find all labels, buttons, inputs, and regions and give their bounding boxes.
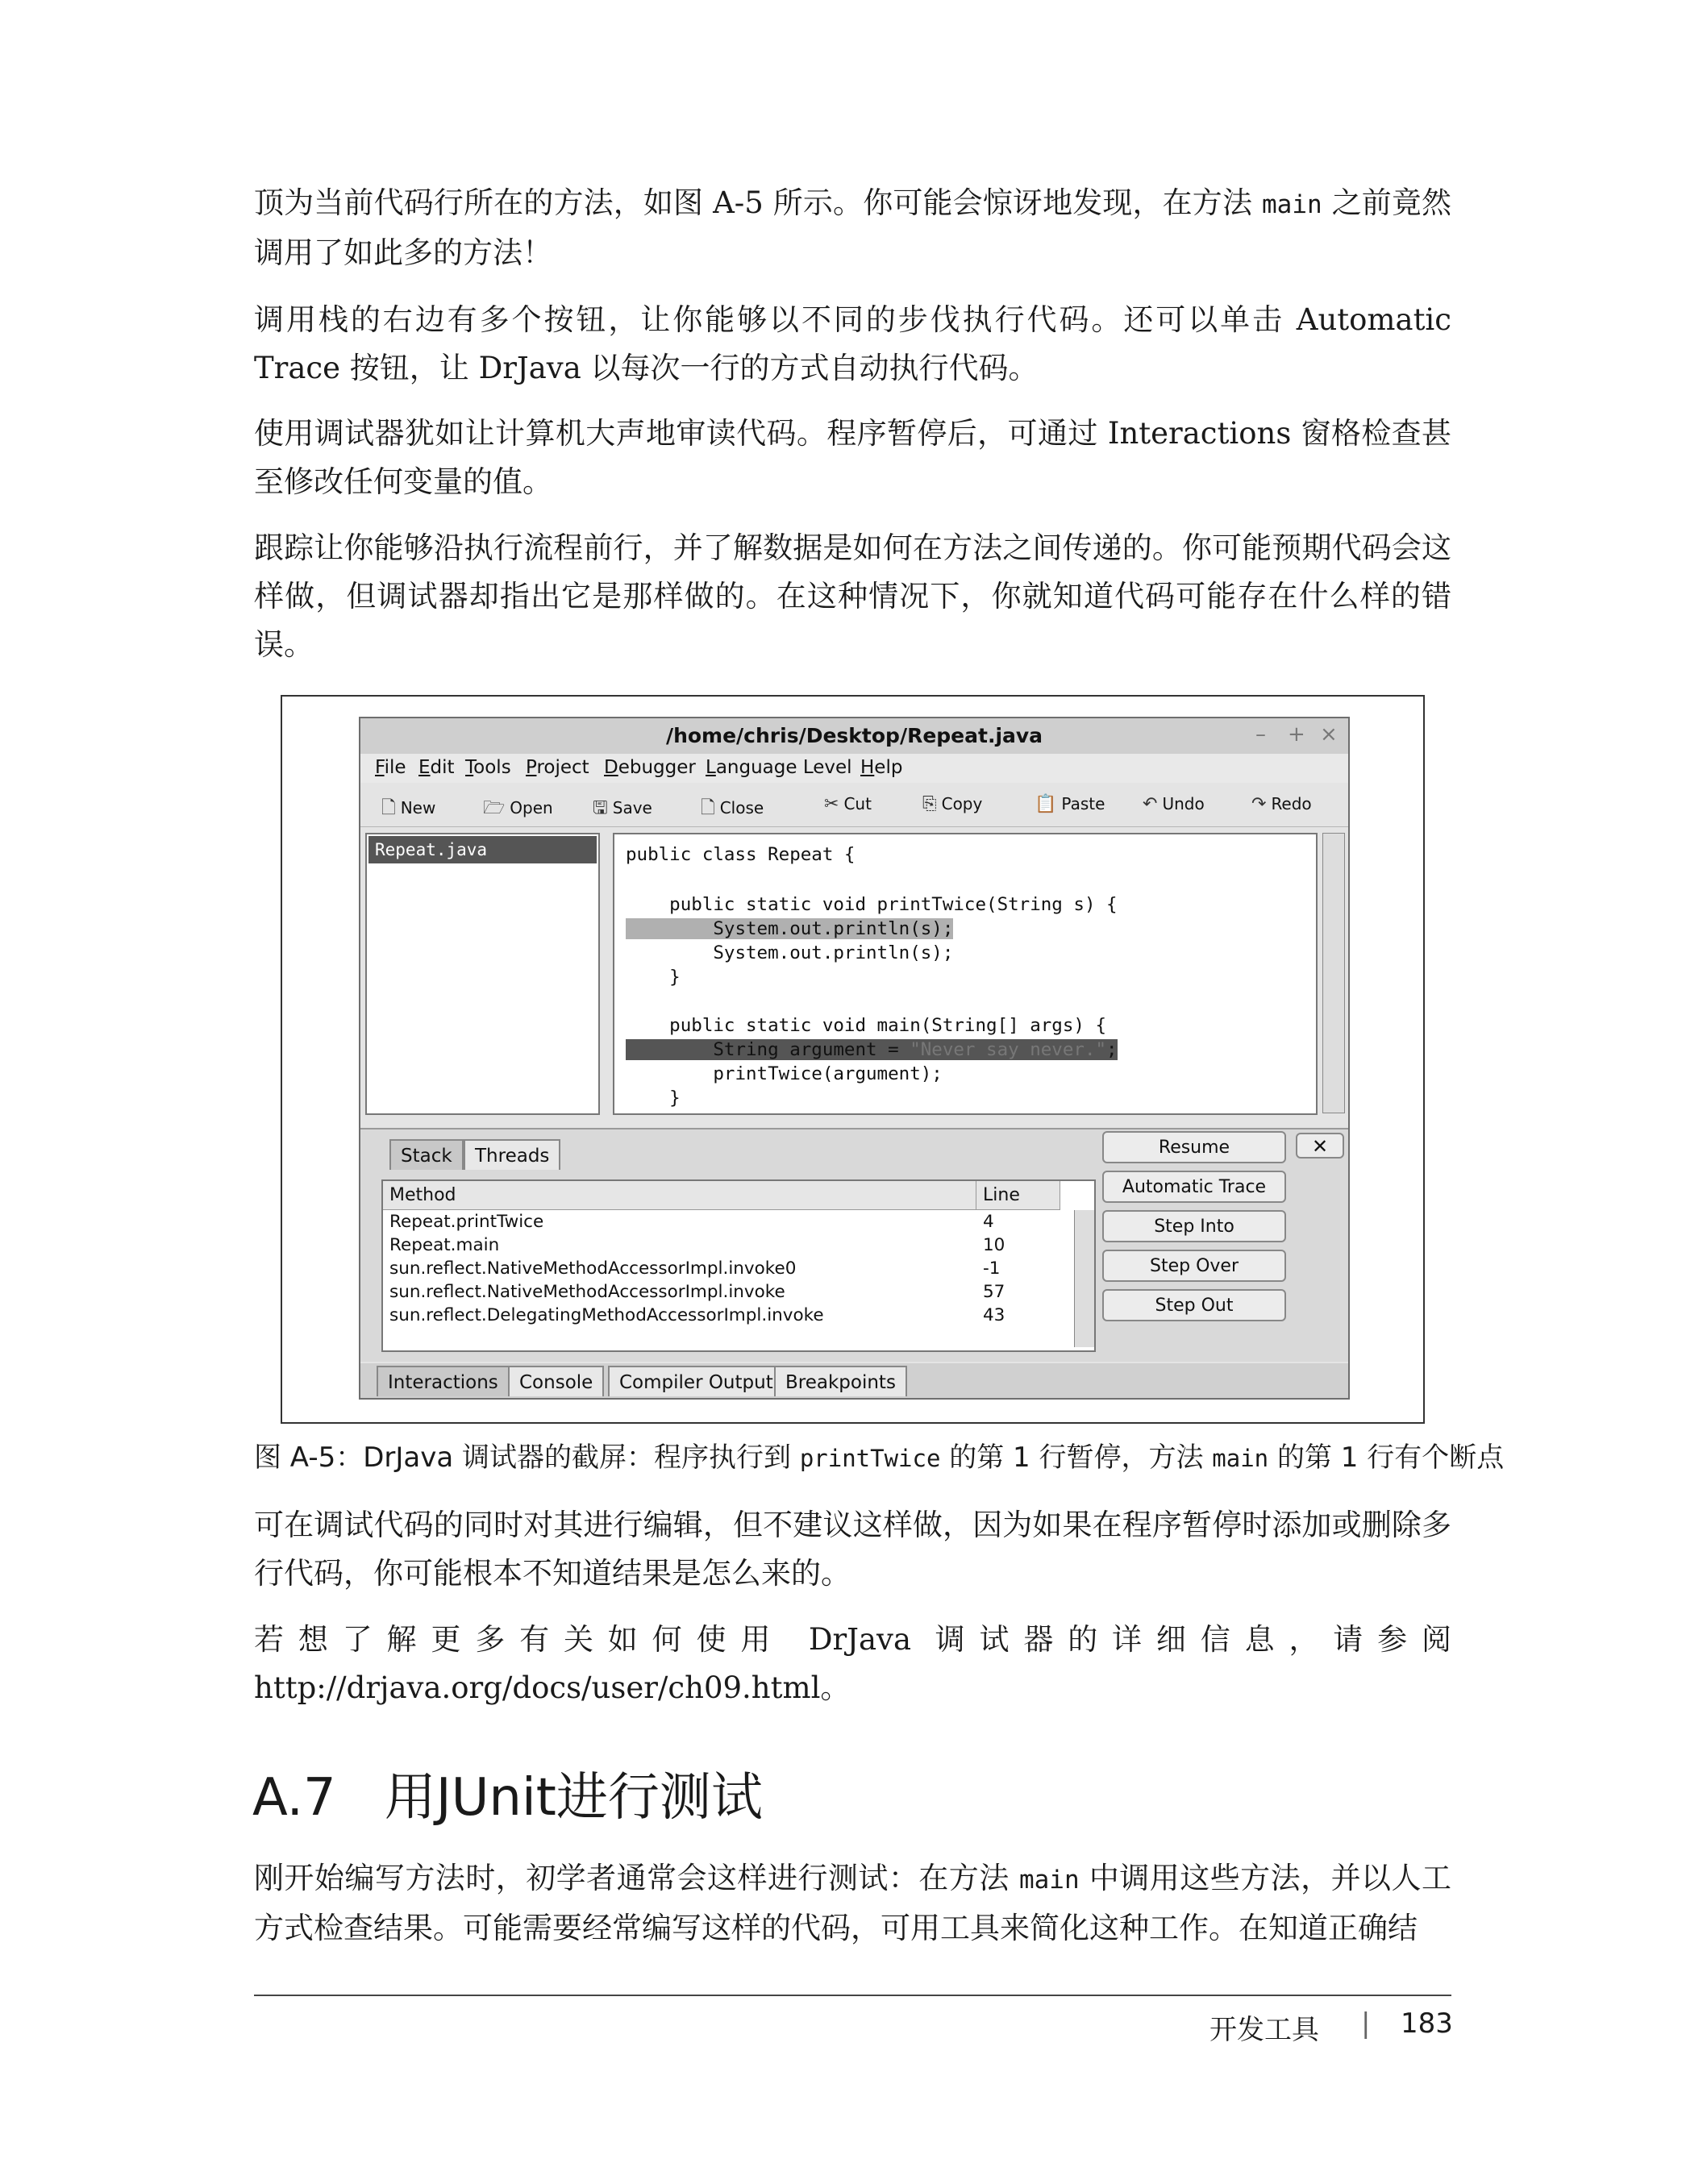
stack-scrollbar[interactable] <box>1074 1210 1094 1347</box>
open-button[interactable]: 🗁 Open <box>483 798 553 818</box>
paragraph-5: 可在调试代码的同时对其进行编辑，但不建议这样做，因为如果在程序暂停时添加或删除多行代码，你可能根本不知道结果是怎么来的。 <box>254 1508 1451 1591</box>
figure-frame <box>281 695 1425 1424</box>
paragraph-7: 刚开始编写方法时，初学者通常会这样进行测试：在方法 main 中调用这些方法，并以人工方式检查结果。可能需要经常编写这样的代码，可用工具来简化这种工作。在知道正确结 <box>254 1861 1451 1945</box>
column-header-line[interactable]: Line <box>976 1181 1060 1210</box>
maximize-button[interactable]: + <box>1288 722 1305 747</box>
undo-icon: ↶ <box>1143 794 1158 814</box>
file-list-pane <box>365 833 600 1115</box>
tab-threads[interactable]: Threads <box>464 1139 560 1170</box>
code-line: } <box>626 1088 681 1109</box>
editor-scrollbar[interactable] <box>1322 833 1345 1113</box>
menu-edit[interactable]: Edit <box>418 757 455 778</box>
figure-caption: 图 A-5：DrJava 调试器的截屏：程序执行到 printTwice 的第 1 行暂停，方法 main 的第 1 行有个断点 <box>254 1441 1505 1474</box>
code-line: public static void printTwice(String s) { <box>626 894 1118 915</box>
page-number: 183 <box>1401 2007 1453 2040</box>
table-row[interactable]: sun.reflect.NativeMethodAccessorImpl.invoke 57 <box>389 1282 1005 1302</box>
code-line: System.out.println(s); <box>626 942 954 963</box>
debug-pane <box>360 1128 1348 1362</box>
save-button[interactable]: 🖫 Save <box>593 798 652 818</box>
code-editor[interactable] <box>613 833 1318 1115</box>
step-into-button[interactable]: Step Into <box>1102 1210 1286 1242</box>
close-button[interactable]: 🗋 Close <box>701 798 764 818</box>
copy-icon: ⎘ <box>922 794 937 814</box>
column-header-method[interactable]: Method <box>383 1181 976 1210</box>
drjava-window <box>359 717 1350 1400</box>
code-line: public static void main(String[] args) { <box>626 1015 1107 1036</box>
close-debugger-button[interactable]: ✕ <box>1296 1133 1344 1159</box>
menu-project[interactable]: Project <box>526 757 589 778</box>
title-bar <box>360 718 1348 755</box>
folder-icon: 🗁 <box>483 798 506 818</box>
minimize-button[interactable]: – <box>1255 722 1266 747</box>
resume-button[interactable]: Resume <box>1102 1131 1286 1163</box>
bottom-tab-bar <box>360 1363 1348 1398</box>
step-over-button[interactable]: Step Over <box>1102 1250 1286 1282</box>
paragraph-1: 顶为当前代码行所在的方法，如图 A-5 所示。你可能会惊讶地发现，在方法 main 之前竟然调用了如此多的方法！ <box>254 185 1451 270</box>
code-line: } <box>626 967 681 988</box>
redo-icon: ↷ <box>1251 794 1267 814</box>
table-row[interactable]: Repeat.printTwice 4 <box>389 1212 994 1232</box>
code-line: printTwice(argument); <box>626 1063 943 1084</box>
paste-button[interactable]: 📋 Paste <box>1035 794 1105 814</box>
footer-rule <box>254 1995 1451 1996</box>
paragraph-6: 若想了解更多有关如何使用 DrJava 调试器的详细信息，请参阅 http://drjava.org/docs/user/ch09.html。 <box>254 1622 1451 1705</box>
code-line: public class Repeat { <box>626 844 856 865</box>
tab-breakpoints[interactable]: Breakpoints <box>774 1366 907 1396</box>
step-out-button[interactable]: Step Out <box>1102 1289 1286 1321</box>
tab-interactions[interactable]: Interactions <box>377 1366 510 1396</box>
menu-language-level[interactable]: Language Level <box>706 757 852 778</box>
menu-bar <box>360 754 1348 783</box>
code-line-current: System.out.println(s); <box>626 918 954 939</box>
paragraph-3: 使用调试器犹如让计算机大声地审读代码。程序暂停后，可通过 Interactions 窗格检查甚至修改任何变量的值。 <box>254 416 1451 499</box>
menu-help[interactable]: Help <box>860 757 903 778</box>
menu-debugger[interactable]: Debugger <box>604 757 696 778</box>
tab-stack[interactable]: Stack <box>389 1139 464 1170</box>
save-icon: 🖫 <box>593 798 608 818</box>
toolbar <box>360 784 1348 827</box>
section-number: A.7 <box>252 1768 336 1828</box>
stack-table <box>381 1179 1096 1352</box>
window-title: /home/chris/Desktop/Repeat.java <box>665 724 1043 747</box>
section-title: 用JUnit进行测试 <box>384 1768 763 1828</box>
menu-file[interactable]: File <box>375 757 406 778</box>
code-main: main <box>1262 190 1322 219</box>
tab-compiler-output[interactable]: Compiler Output <box>608 1366 785 1396</box>
footer-separator: | <box>1361 2007 1371 2040</box>
clipboard-icon: 📋 <box>1035 794 1057 814</box>
paragraph-4: 跟踪让你能够沿执行流程前行，并了解数据是如何在方法之间传递的。你可能预期代码会这样做，但调试器却指出它是那样做的。在这种情况下，你就知道代码可能存在什么样的错误。 <box>254 530 1451 662</box>
automatic-trace-button[interactable]: Automatic Trace <box>1102 1171 1286 1203</box>
copy-button[interactable]: ⎘ Copy <box>922 794 983 814</box>
footer-chapter: 开发工具 <box>1209 2014 1319 2046</box>
file-list-item[interactable]: Repeat.java <box>368 836 597 863</box>
table-row[interactable]: sun.reflect.DelegatingMethodAccessorImpl.invoke 43 <box>389 1305 1005 1325</box>
new-file-icon: 🗋 <box>381 798 396 818</box>
redo-button[interactable]: ↷ Redo <box>1251 794 1312 814</box>
paragraph-2: 调用栈的右边有多个按钮，让你能够以不同的步伐执行代码。还可以单击 Automatic Trace 按钮，让 DrJava 以每次一行的方式自动执行代码。 <box>254 302 1451 385</box>
close-file-icon: 🗋 <box>701 798 715 818</box>
code-line-breakpoint: String argument = "Never say never."; <box>626 1039 1118 1060</box>
table-row[interactable]: Repeat.main 10 <box>389 1235 1005 1255</box>
table-row[interactable]: sun.reflect.NativeMethodAccessorImpl.invoke0 -1 <box>389 1258 1001 1279</box>
new-button[interactable]: 🗋 New <box>381 798 436 818</box>
section-heading <box>252 1762 763 1834</box>
undo-button[interactable]: ↶ Undo <box>1143 794 1205 814</box>
scissors-icon: ✂ <box>824 794 839 814</box>
tab-console[interactable]: Console <box>508 1366 604 1396</box>
menu-tools[interactable]: Tools <box>465 757 511 778</box>
cut-button[interactable]: ✂ Cut <box>824 794 872 814</box>
close-window-button[interactable]: × <box>1320 722 1338 747</box>
